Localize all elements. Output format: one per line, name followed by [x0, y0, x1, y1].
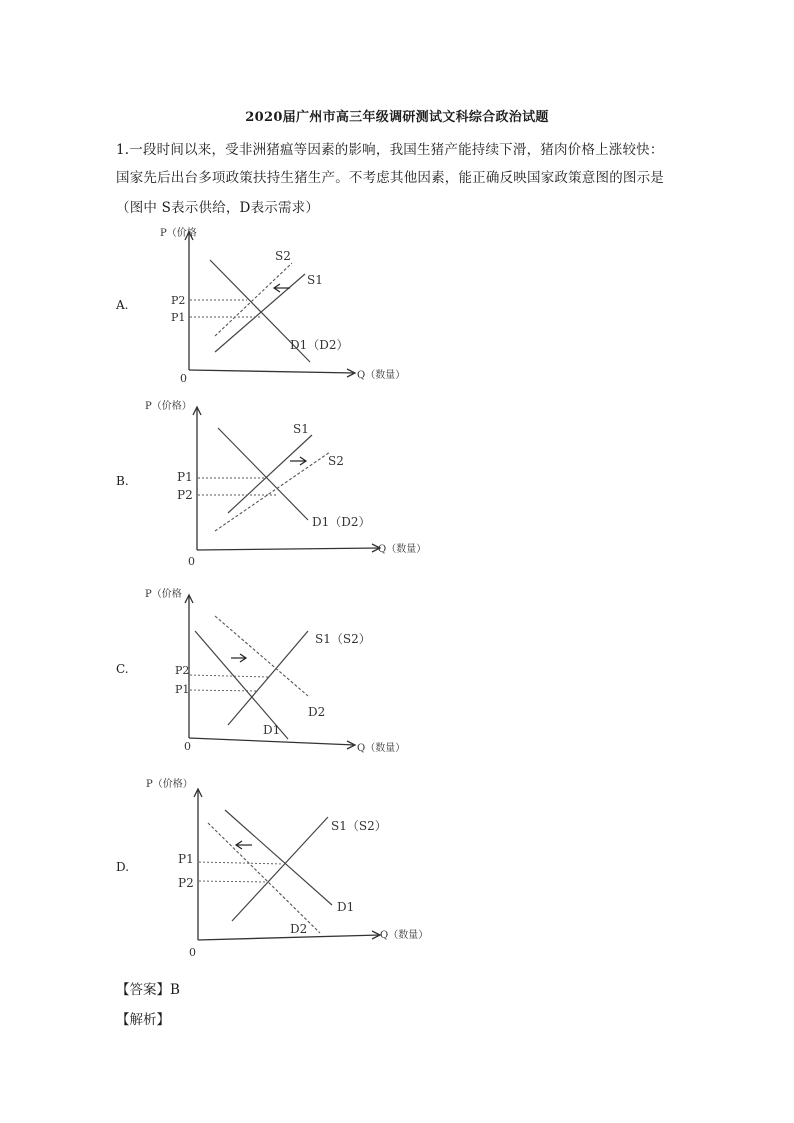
demand-line-shifted [208, 823, 320, 933]
y-axis-label: P（价格 [160, 228, 197, 239]
line-label-d2: D2 [308, 705, 326, 719]
p-lower-guide [199, 881, 266, 882]
origin-label: 0 [184, 740, 191, 753]
origin-label: 0 [189, 946, 196, 959]
line-label-s1: S1 [307, 273, 323, 287]
demand-line-original [225, 810, 332, 905]
line-label-d: D1（D2） [312, 515, 371, 529]
option-b-graph [145, 395, 440, 570]
p-upper-label: P1 [178, 852, 194, 866]
x-axis-label: Q（数量） [380, 930, 429, 941]
demand-line-shifted [215, 616, 308, 696]
p-upper-label: P1 [177, 470, 193, 484]
line-label-s2: S2 [275, 249, 291, 263]
option-a-graph [160, 222, 420, 392]
line-label-d1: D1 [263, 723, 281, 737]
option-c-graph [145, 583, 420, 758]
supply-line-shifted [215, 263, 292, 336]
supply-line [232, 817, 328, 921]
analysis-heading: 【解析】 [116, 1012, 170, 1028]
p-upper-label: P2 [175, 664, 190, 677]
supply-line [228, 631, 308, 725]
line-label-s: S1（S2） [315, 632, 371, 646]
question-line-3: （图中 S表示供给，D表示需求） [116, 200, 320, 216]
line-label-d: D1（D2） [290, 338, 349, 352]
p-lower-label: P2 [178, 876, 194, 890]
line-label-s2: S2 [328, 454, 344, 468]
question-line-2: 国家先后出台多项政策扶持生猪生产。不考虑其他因素，能正确反映国家政策意图的图示是 [116, 170, 664, 186]
y-axis-label: P（价格 [145, 589, 182, 600]
supply-line-original [228, 435, 312, 513]
option-a-label: A. [116, 298, 129, 312]
origin-label: 0 [188, 555, 195, 568]
p-lower-label: P1 [171, 311, 186, 324]
option-b-label: B. [116, 474, 129, 488]
page-title: 2020届广州市高三年级调研测试文科综合政治试题 [245, 110, 549, 125]
option-d-graph [146, 775, 440, 965]
option-c-label: C. [116, 662, 129, 676]
x-axis-label: Q（数量） [357, 743, 406, 754]
p-upper-label: P2 [171, 294, 186, 307]
line-label-s1: S1 [293, 422, 309, 436]
answer-line: 【答案】B [116, 982, 180, 998]
x-axis [197, 548, 380, 550]
x-axis-label: Q（数量） [378, 544, 427, 555]
demand-line [218, 428, 308, 520]
origin-label: 0 [180, 372, 187, 385]
question-line-1: 1.一段时间以来，受非洲猪瘟等因素的影响，我国生猪产能持续下滑，猪肉价格上涨较快： [116, 142, 664, 158]
x-axis-label: Q（数量） [357, 370, 406, 381]
line-label-d1: D1 [337, 900, 355, 914]
y-axis-label: P（价格） [145, 401, 192, 412]
line-label-d2: D2 [290, 922, 308, 936]
line-label-s: S1（S2） [331, 819, 387, 833]
x-axis [198, 935, 380, 940]
option-d-label: D. [116, 860, 130, 874]
y-axis-label: P（价格） [146, 779, 193, 790]
p-upper-guide [199, 862, 283, 864]
x-axis [189, 738, 355, 745]
p-lower-label: P2 [177, 488, 193, 502]
p-upper-guide [190, 675, 268, 677]
x-axis [189, 370, 355, 373]
p-lower-label: P1 [175, 683, 190, 696]
